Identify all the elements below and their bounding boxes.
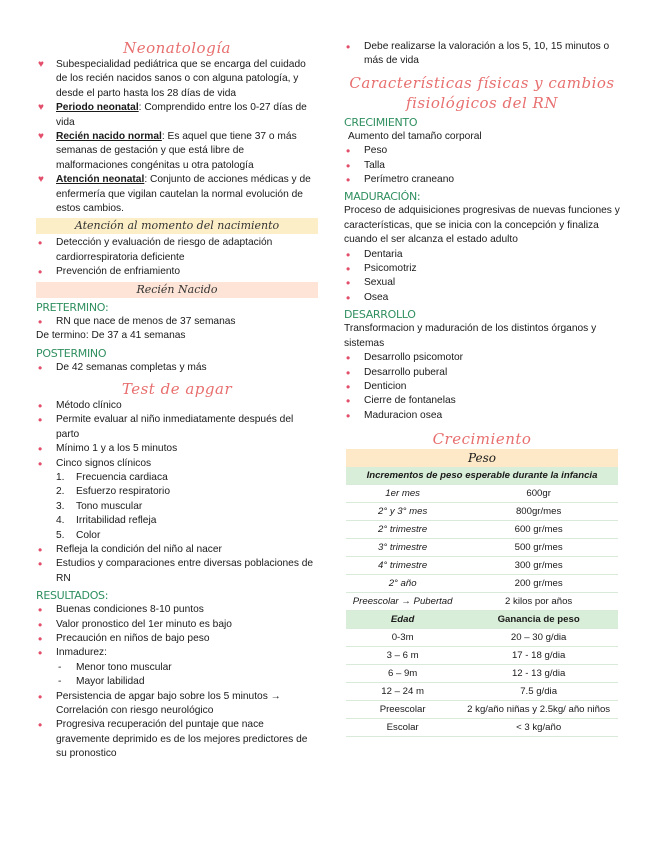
list-item: • Denticion: [344, 380, 620, 394]
column-header: Edad: [346, 611, 459, 629]
peso-band: Peso: [346, 449, 618, 467]
table-row: Preescolar → Pubertad 2 kilos por años: [346, 593, 618, 611]
table-row: 3 – 6 m 17 - 18 g/dia: [346, 647, 618, 665]
crecimiento-title: Crecimiento: [432, 430, 532, 449]
table-caption-row: [346, 467, 618, 485]
list-item: • Progresiva recuperación del puntaje que nace gravemente deprimido es de los mejores predictores de su pronostico: [36, 718, 318, 761]
list-item: • Persistencia de apgar bajo sobre los 5 minutos → Correlación con riesgo neurológico: [36, 690, 318, 719]
list-item: • Permite evaluar al niño inmediatamente después del parto: [36, 413, 318, 442]
table-row: Escolar < 3 kg/año: [346, 719, 618, 737]
table-row: 4° trimestre 300 gr/mes: [346, 557, 618, 575]
list-item: • Talla: [344, 159, 620, 173]
list-item: • Buenas condiciones 8-10 puntos: [36, 603, 318, 617]
maduracion-heading: MADURACIÓN:: [344, 190, 421, 204]
right-column: [344, 40, 620, 737]
list-item: • Cinco signos clínicos: [36, 457, 318, 471]
crecimiento-text: Aumento del tamaño corporal: [348, 130, 482, 142]
peso-table: [346, 467, 618, 737]
signos-list: [54, 471, 318, 543]
atencion-list: [36, 236, 318, 279]
table-header-row: [346, 611, 618, 629]
valoracion-list: [344, 40, 620, 69]
intro-item: ♥ Subespecialidad pediátrica que se encarga del cuidado de los recién nacidos sanos o con alguna patología, y desde el parto hasta los 28 días de vida: [36, 58, 318, 101]
table-row: 0-3m 20 – 30 g/dia: [346, 629, 618, 647]
table-row: 12 – 24 m 7.5 g/dia: [346, 683, 618, 701]
neonatologia-title: Neonatología: [123, 39, 231, 57]
apgar-title: Test de apgar: [121, 379, 233, 398]
postermino-heading: POSTERMINO: [36, 346, 107, 360]
list-item: • Osea: [344, 291, 620, 305]
table-row: 2° trimestre 600 gr/mes: [346, 521, 618, 539]
intro-list: [36, 58, 318, 216]
list-item: • De 42 semanas completas y más: [36, 361, 318, 375]
list-item: • Prevención de enfriamiento: [36, 265, 318, 279]
intro-item: ♥ Atención neonatal: Conjunto de acciones médicas y de enfermería que vigilan cautelan la normal evolución de estos cambios.: [36, 173, 318, 216]
list-item: 2. Esfuerzo respiratorio: [56, 486, 170, 498]
list-item: - Menor tono muscular: [54, 661, 318, 675]
table-row: 2° año 200 gr/mes: [346, 575, 618, 593]
intro-item: ♥ Recién nacido normal: Es aquel que tiene 37 o más semanas de gestación y que está libre de malformaciones congénitas u otra patología: [36, 130, 318, 173]
list-item: • Inmadurez:: [36, 646, 318, 660]
list-item: • Perímetro craneano: [344, 173, 620, 187]
table-caption: Incrementos de peso esperable durante la infancia: [346, 467, 618, 485]
recien-nacido-band: Recién Nacido: [36, 282, 318, 298]
list-item: 1. Frecuencia cardiaca: [56, 471, 168, 483]
list-item: • Sexual: [344, 276, 620, 290]
intro-item: ♥ Periodo neonatal: Comprendido entre los 0-27 días de vida: [36, 101, 318, 130]
list-item: • Mínimo 1 y a los 5 minutos: [36, 442, 318, 456]
desarrollo-list: [344, 351, 620, 423]
left-column: [36, 38, 318, 762]
table-row: 2° y 3° mes 800gr/mes: [346, 503, 618, 521]
desarrollo-text: Transformacion y maduración de los distintos órganos y sistemas: [344, 323, 597, 349]
list-item: • Peso: [344, 144, 620, 158]
list-item: • Valor pronostico del 1er minuto es bajo: [36, 618, 318, 632]
list-item: • Psicomotriz: [344, 262, 620, 276]
resultados-list-b: [36, 690, 318, 762]
de-termino-text: De termino: De 37 a 41 semanas: [36, 330, 186, 342]
list-item: - Mayor labilidad: [54, 675, 318, 689]
crecimiento-heading: CRECIMIENTO: [344, 115, 418, 129]
resultados-list: [36, 603, 318, 661]
maduracion-text: Proceso de adquisiciones progresivas de nuevas funciones y características, que se inicia con la concepción y finaliza cuando el ser alcanza el estado adulto: [344, 205, 620, 246]
list-item: • RN que nace de menos de 37 semanas: [36, 315, 318, 329]
list-item: • Refleja la condición del niño al nacer: [36, 543, 318, 557]
table-row: 3° trimestre 500 gr/mes: [346, 539, 618, 557]
list-item: • Desarrollo psicomotor: [344, 351, 620, 365]
list-item: • Precaución en niños de bajo peso: [36, 632, 318, 646]
list-item: • Desarrollo puberal: [344, 366, 620, 380]
list-item: 5. Color: [56, 529, 101, 541]
table-row: 6 – 9m 12 - 13 g/dia: [346, 665, 618, 683]
list-item: • Cierre de fontanelas: [344, 394, 620, 408]
postermino-list: [36, 361, 318, 375]
desarrollo-heading: DESARROLLO: [344, 308, 416, 322]
list-item: 4. Irritabilidad refleja: [56, 515, 157, 527]
inmadurez-list: [54, 661, 318, 690]
crecimiento-list: [344, 144, 620, 187]
list-item: • Dentaria: [344, 248, 620, 262]
pretermino-heading: PRETERMINO:: [36, 300, 109, 314]
maduracion-list: [344, 248, 620, 306]
list-item: • Maduracion osea: [344, 409, 620, 423]
resultados-heading: RESULTADOS:: [36, 589, 109, 603]
apgar-list: [36, 399, 318, 471]
list-item: • Método clínico: [36, 399, 318, 413]
list-item: • Debe realizarse la valoración a los 5, 10, 15 minutos o más de vida: [344, 40, 620, 69]
list-item: 3. Tono muscular: [56, 500, 143, 512]
atencion-band: Atención al momento del nacimiento: [36, 218, 318, 234]
caracteristicas-title: Características físicas y cambios fisiológicos del RN: [349, 73, 615, 112]
list-item: • Detección y evaluación de riesgo de adaptación cardiorrespiratoria deficiente: [36, 236, 318, 265]
pretermino-list: [36, 315, 318, 329]
table-row: Preescolar 2 kg/año niñas y 2.5kg/ año niños: [346, 701, 618, 719]
apgar-list-b: [36, 543, 318, 586]
list-item: • Estudios y comparaciones entre diversas poblaciones de RN: [36, 557, 318, 586]
column-header: Ganancia de peso: [459, 611, 618, 629]
table-row: 1er mes 600gr: [346, 485, 618, 503]
